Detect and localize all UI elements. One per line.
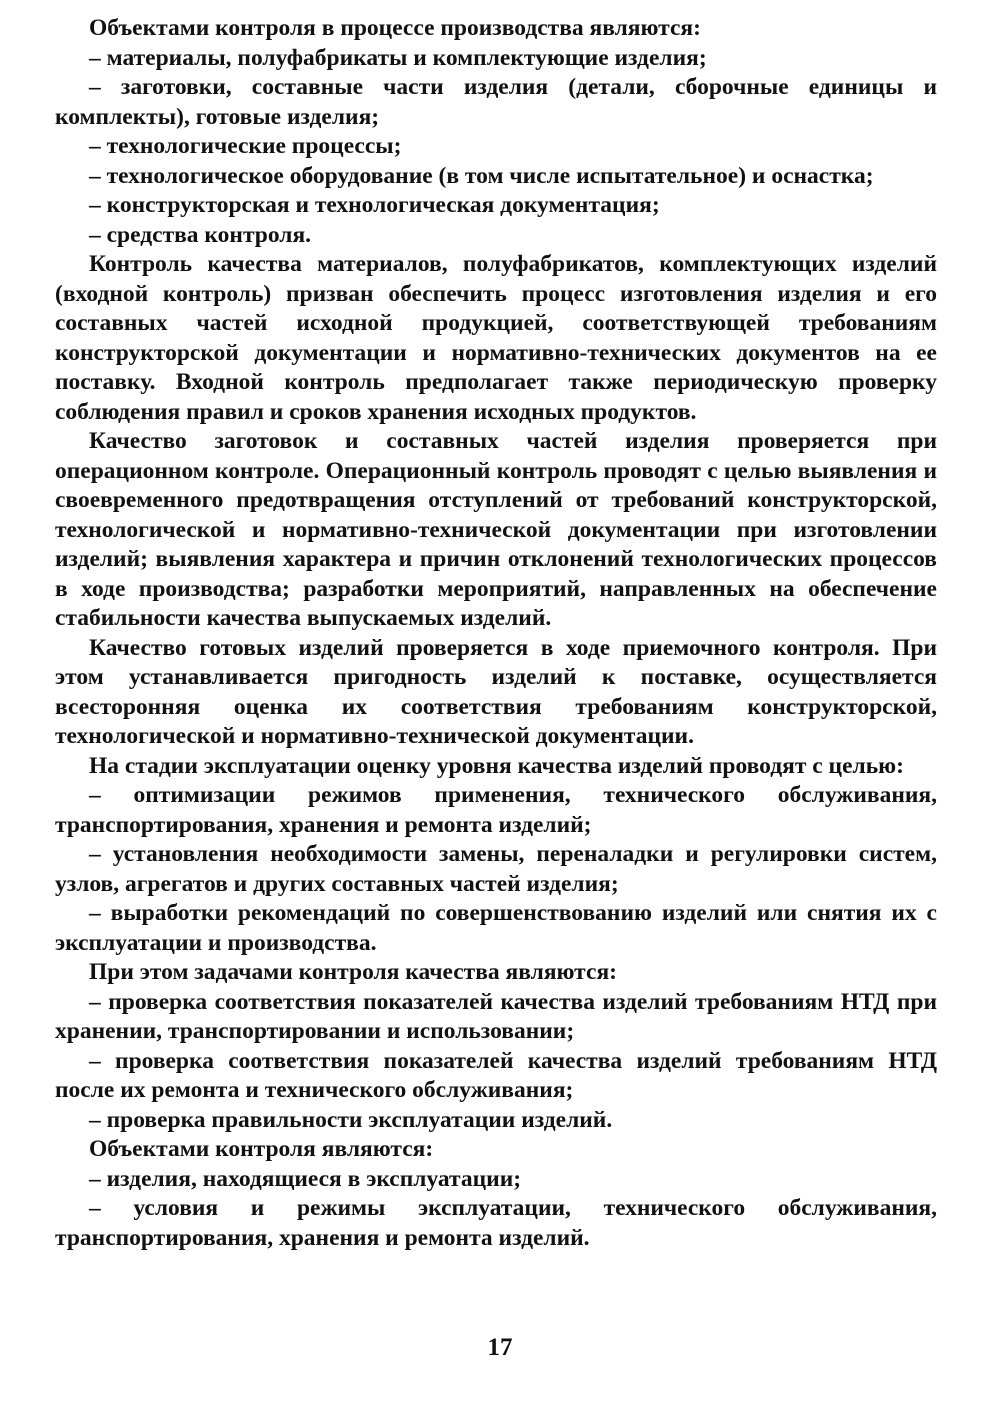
list-item-control-means: – средства контроля. bbox=[89, 221, 312, 248]
body-text bbox=[55, 14, 937, 1253]
list-item-documentation: – конструкторская и технологическая документация; bbox=[89, 192, 660, 218]
list-item-processes: – технологические процессы; bbox=[89, 133, 402, 159]
list-item-materials: – материалы, полуфабрикаты и комплектующие изделия; bbox=[89, 44, 707, 71]
list-item-optimization: – оптимизации режимов применения, технического обслуживания, транспортирования, хранения и ремонта изделий; bbox=[55, 782, 937, 838]
paragraph-objects-intro: Объектами контроля являются: bbox=[89, 1136, 434, 1162]
list-item-conditions: – условия и режимы эксплуатации, технического обслуживания, транспортирования, хранения и ремонта изделий. bbox=[55, 1195, 937, 1251]
list-item-check-operation: – проверка правильности эксплуатации изделий. bbox=[89, 1106, 613, 1133]
list-item-equipment: – технологическое оборудование (в том числе испытательное) и оснастка; bbox=[89, 162, 874, 189]
paragraph-objects-production-intro: Объектами контроля в процессе производства являются: bbox=[89, 15, 701, 41]
paragraph-acceptance-control: Качество готовых изделий проверяется в ходе приемочного контроля. При этом устанавливается пригодность изделий к поставке, осуществляется всесторонняя оценка их соответствия требованиям конструкторской, технологической и нормативно-технической документации. bbox=[55, 634, 937, 749]
list-item-recommendations: – выработки рекомендаций по совершенствованию изделий или снятия их с эксплуатации и производства. bbox=[55, 900, 937, 956]
paragraph-incoming-control: Контроль качества материалов, полуфабрикатов, комплектующих изделий (входной контроль) призван обеспечить процесс изготовления изделия и его составных частей исходной продукцией, соответствующей требованиям конструкторской документации и нормативно-технических документов на ее поставку. Входной контроль предполагает также периодическую проверку соблюдения правил и сроков хранения исходных продуктов. bbox=[55, 251, 937, 425]
list-item-check-storage: – проверка соответствия показателей качества изделий требованиям НТД при хранении, транспортировании и использовании; bbox=[55, 988, 937, 1044]
list-item-check-repair: – проверка соответствия показателей качества изделий требованиям НТД после их ремонта и технического обслуживания; bbox=[55, 1047, 937, 1103]
paragraph-tasks-intro: При этом задачами контроля качества являются: bbox=[89, 959, 617, 985]
list-item-blanks: – заготовки, составные части изделия (детали, сборочные единицы и комплекты), готовые изделия; bbox=[55, 74, 937, 130]
page-number: 17 bbox=[487, 1334, 513, 1361]
list-item-products-in-use: – изделия, находящиеся в эксплуатации; bbox=[89, 1165, 522, 1192]
paragraph-operational-control: Качество заготовок и составных частей изделия проверяется при операционном контроле. Операционный контроль проводят с целью выявления и своевременного предотвращения отступлений от требований конструкторской, технологической и нормативно-технической документации при изготовлении изделий; выявления характера и причин отклонений технологических процессов в ходе производства; разработки мероприятий, направленных на обеспечение стабильности качества выпускаемых изделий. bbox=[55, 428, 937, 631]
paragraph-operation-stage-intro: На стадии эксплуатации оценку уровня качества изделий проводят с целью: bbox=[89, 752, 904, 779]
list-item-replacement: – установления необходимости замены, переналадки и регулировки систем, узлов, агрегатов и других составных частей изделия; bbox=[55, 841, 937, 897]
